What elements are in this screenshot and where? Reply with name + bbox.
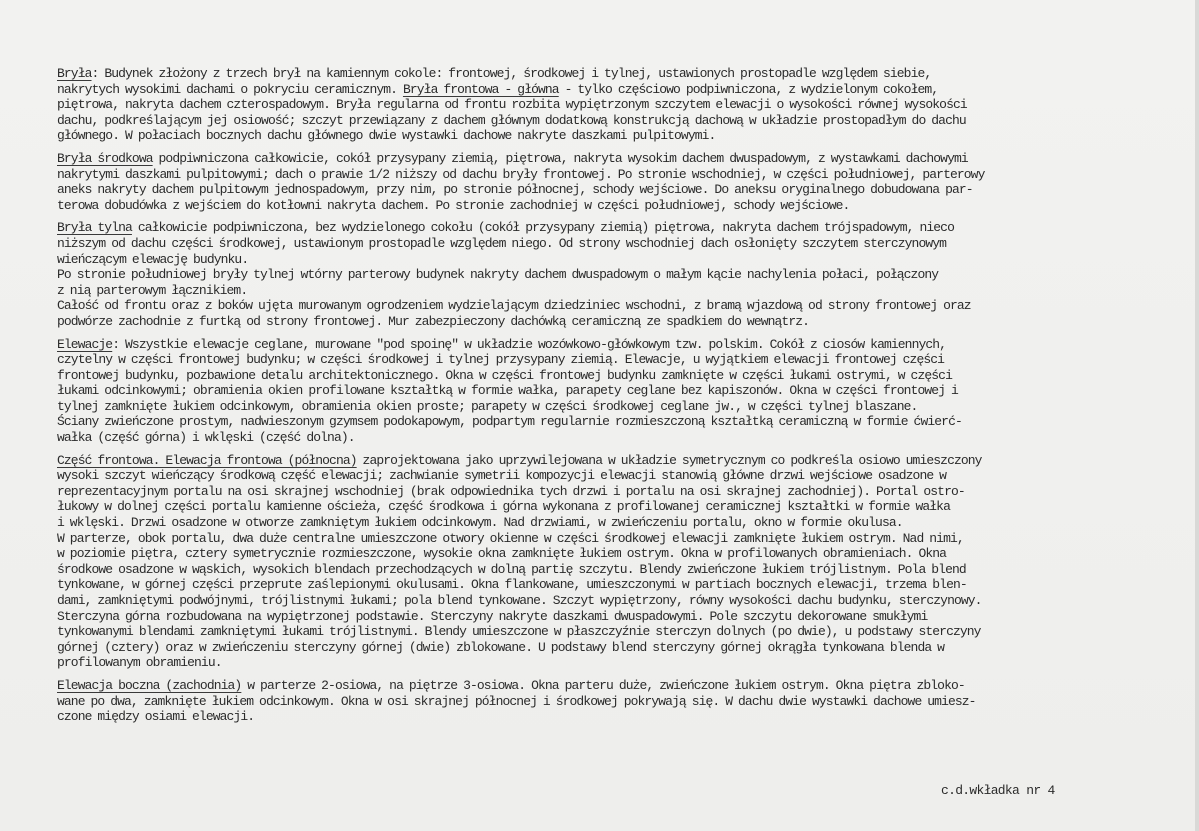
- page-edge: [1195, 0, 1199, 831]
- text-segment: łukowy w dolnej części portalu kamienne ościeża, część środkowa i górna wykonana z profilowanej ceramicznej kształtki w formie wałka: [57, 499, 950, 515]
- text-line: [57, 655, 1177, 671]
- text-line: [57, 515, 1177, 531]
- section-heading: Elewacje: [57, 336, 113, 352]
- text-segment: zaprojektowana jako uprzywilejowana w układzie symetrycznym co podkreśla osiowo umieszczony: [356, 452, 982, 468]
- text-line: [57, 82, 1177, 98]
- text-line: [57, 352, 1177, 368]
- text-line: [57, 640, 1177, 656]
- text-segment: Sterczyna górna rozbudowana na wypiętrzonej podstawie. Sterczyny nakryte daszkami dwuspadowymi. Pole szczytu dekorowane smukłymi: [57, 608, 928, 624]
- text-segment: dachu, podkreślającym jej osiowość; szczyt przewiązany z dachem głównym dodatkową konstrukcją dachową w układzie prostopadłym do dachu: [57, 112, 966, 128]
- text-segment: Ściany zwieńczone prostym, nadwieszonym gzymsem podokapowym, podpartym regularnie rozmieszczoną kształtką ceramiczną w formie ćwierć-: [57, 414, 962, 430]
- text-line: [57, 577, 1177, 593]
- paragraph: [57, 453, 1177, 671]
- text-segment: w parterze 2-osiowa, na piętrze 3-osiowa. Okna parteru duże, zwieńczone łukiem ostrym. Okna piętra zbloko-: [241, 677, 965, 693]
- text-line: [57, 399, 1177, 415]
- text-segment: z nią parterowym łącznikiem.: [57, 282, 248, 298]
- paragraph: [57, 151, 1177, 213]
- text-segment: piętrowa, nakryta dachem czterospadowym. Bryła regularna od frontu rozbita wypiętrzonym szczytem elewacji o wysokości równej wysokości: [57, 97, 967, 113]
- section-heading: Elewacja boczna (zachodnia): [57, 677, 242, 693]
- text-segment: górnej (cztery) oraz w zwieńczeniu sterczyny górnej (dwie) zblokowane. U podstawy blend sterczyny górnej okrągła tynkowana blenda w: [57, 639, 945, 655]
- text-segment: w poziomie piętra, cztery symetrycznie rozmieszczone, wysokie okna zamknięte łukiem ostrym. Okna w profilowanych obramieniach. Okna: [57, 546, 947, 562]
- text-segment: głównego. W połaciach bocznych dachu głównego dwie wystawki dachowe nakryte daszkami pulpitowymi.: [57, 128, 716, 144]
- section-heading: Bryła frontowa - główna: [402, 81, 559, 97]
- section-heading: Bryła tylna: [57, 220, 132, 236]
- text-line: [57, 678, 1177, 694]
- text-line: [57, 267, 1177, 283]
- text-segment: całkowicie podpiwniczona, bez wydzielonego cokołu (cokół przysypany ziemią) piętrowa, nakryta dachem trójspadowym, nieco: [131, 220, 954, 236]
- text-segment: wysoki szczyt wieńczący środkową część elewacji; zachwianie symetrii kompozycji elewacji stanowią główne drzwi wejściowe osadzone w: [57, 468, 947, 484]
- text-segment: niższym od dachu części środkowej, ustawionym prostopadle względem niego. Od strony wschodniej dach osłonięty szczytem sterczynowym: [57, 235, 947, 251]
- text-segment: terowa dobudówka z wejściem do kotłowni nakryta dachem. Po stronie zachodniej w części południowej, schody wejściowe.: [57, 197, 850, 213]
- continuation-note: c.d.wkładka nr 4: [941, 783, 1055, 798]
- text-segment: tynkowane, w górnej części przeprute zaślepionymi okulusami. Okna flankowane, umieszczonymi w partiach bocznych elewacji, trzema blen-: [57, 577, 967, 593]
- text-segment: podwórze zachodnie z furtką od strony frontowej. Mur zabezpieczony dachówką ceramiczną ze spadkiem do wewnątrz.: [57, 313, 810, 329]
- text-line: [57, 368, 1177, 384]
- text-line: [57, 236, 1177, 252]
- text-line: [57, 609, 1177, 625]
- text-segment: wałka (część górna) i wklęski (część dolna).: [57, 430, 355, 446]
- text-line: [57, 468, 1177, 484]
- text-line: [57, 220, 1177, 236]
- text-line: [57, 383, 1177, 399]
- section-heading: Część frontowa. Elewacja frontowa (północna): [57, 452, 357, 468]
- section-heading: Bryła środkowa: [57, 150, 153, 166]
- paragraph: [57, 66, 1177, 144]
- text-line: [57, 314, 1177, 330]
- section-heading: Bryła: [57, 66, 92, 81]
- text-segment: profilowanym obramieniu.: [57, 655, 222, 671]
- text-segment: aneks nakryty dachem pulpitowym jednospadowym, przy nim, po stronie północnej, schody wejściowe. Do aneksu oryginalnego dobudowana par-: [57, 182, 973, 198]
- paragraph: [57, 220, 1177, 329]
- text-line: [57, 337, 1177, 353]
- text-segment: reprezentacyjnym portalu na osi skrajnej wschodniej (brak odpowiednika tych drzwi i portalu na osi skrajnej zachodniej). Portal ostro-: [57, 483, 965, 499]
- text-line: [57, 484, 1177, 500]
- document-body: [57, 66, 1177, 732]
- text-segment: - tylko częściowo podpiwniczona, z wydzielonym cokołem,: [558, 81, 939, 97]
- text-segment: nakrytych wysokimi dachami o pokryciu ceramicznym.: [57, 81, 403, 97]
- text-line: [57, 531, 1177, 547]
- text-segment: : Budynek złożony z trzech brył na kamiennym cokole: frontowej, środkowej i tylnej, ustawionych prostopadle względem siebie,: [91, 66, 932, 81]
- text-line: [57, 167, 1177, 183]
- text-segment: i wklęski. Drzwi osadzone w otworze zamkniętym łukiem odcinkowym. Nad drzwiami, w zwieńczeniu portalu, okno w formie okulusa.: [57, 515, 903, 531]
- text-line: [57, 113, 1177, 129]
- text-segment: dami, zamkniętymi podwójnymi, trójlistnymi łukami; pola blend tynkowane. Szczyt wypiętrzony, równy wysokości dachu budynku, sterczynowy.: [57, 593, 982, 608]
- text-line: [57, 546, 1177, 562]
- text-segment: tylnej zamknięte łukiem odcinkowym, obramienia okien proste; parapety w części środkowej ceglane jw., w części tylnej blaszane.: [57, 398, 918, 414]
- text-segment: W parterze, obok portalu, dwa duże centralne umieszczone otwory okienne w części środkowej elewacji zamknięte łukiem ostrym. Nad nimi,: [57, 530, 964, 546]
- text-line: [57, 709, 1177, 725]
- text-segment: Po stronie południowej bryły tylnej wtórny parterowy budynek nakryty dachem dwuspadowym o małym kącie nachylenia połaci, połączony: [57, 267, 939, 283]
- text-line: [57, 499, 1177, 515]
- text-line: [57, 198, 1177, 214]
- text-segment: : Wszystkie elewacje ceglane, murowane "pod spoinę" w układzie wozówkowo-główkowym tzw. polskim. Cokół z ciosów kamiennych,: [112, 336, 947, 352]
- text-line: [57, 128, 1177, 144]
- text-line: [57, 453, 1177, 469]
- text-segment: środkowe osadzone w wąskich, wysokich blendach przechodzących w dolną partię szczytu. Blendy zwieńczone łukiem trójlistnym. Pola blend: [57, 561, 966, 577]
- text-line: [57, 66, 1177, 82]
- text-line: [57, 182, 1177, 198]
- text-segment: podpiwniczona całkowicie, cokół przysypany ziemią, piętrowa, nakryta wysokim dachem dwuspadowym, z wystawkami dachowymi: [152, 150, 968, 166]
- text-line: [57, 624, 1177, 640]
- text-segment: wane po dwa, zamknięte łukiem odcinkowym. Okna w osi skrajnej północnej i środkowej pokrywają się. W dachu dwie wystawki dachowe umiesz-: [57, 693, 976, 709]
- text-segment: łukami odcinkowymi; obramienia okien profilowane kształtką w formie wałka, parapety ceglane bez kapiszonów. Okna w części frontowej i: [57, 383, 958, 399]
- text-segment: nakrytymi daszkami pulpitowymi; dach o prawie 1/2 niższy od dachu bryły frontowej. Po stronie wschodniej, w części południowej, parterowy: [57, 166, 985, 182]
- text-line: [57, 593, 1177, 609]
- text-line: [57, 283, 1177, 299]
- text-line: [57, 430, 1177, 446]
- text-segment: frontowej budynku, pozbawione detalu architektonicznego. Okna w części frontowej budynku zamknięte w części łukami ostrymi, w części: [57, 367, 952, 383]
- text-segment: czone między osiami elewacji.: [57, 709, 255, 725]
- paragraph: [57, 337, 1177, 446]
- text-line: [57, 414, 1177, 430]
- paragraph: [57, 678, 1177, 725]
- text-line: [57, 694, 1177, 710]
- text-line: [57, 298, 1177, 314]
- text-segment: tynkowanymi blendami zamkniętymi łukami trójlistnymi. Blendy umieszczone w płaszczyźnie sterczyn dolnych (po dwie), u podstawy sterczyny: [57, 624, 981, 640]
- text-line: [57, 97, 1177, 113]
- text-segment: wieńczącym elewację budynku.: [57, 251, 249, 267]
- text-line: [57, 562, 1177, 578]
- text-line: [57, 252, 1177, 268]
- text-line: [57, 151, 1177, 167]
- text-segment: czytelny w części frontowej budynku; w części środkowej i tylnej przysypany ziemią. Elewacje, u wyjątkiem elewacji frontowej części: [57, 352, 945, 368]
- text-segment: Całość od frontu oraz z boków ujęta murowanym ogrodzeniem wydzielającym dziedziniec wschodni, z bramą wjazdową od strony frontowej oraz: [57, 298, 971, 314]
